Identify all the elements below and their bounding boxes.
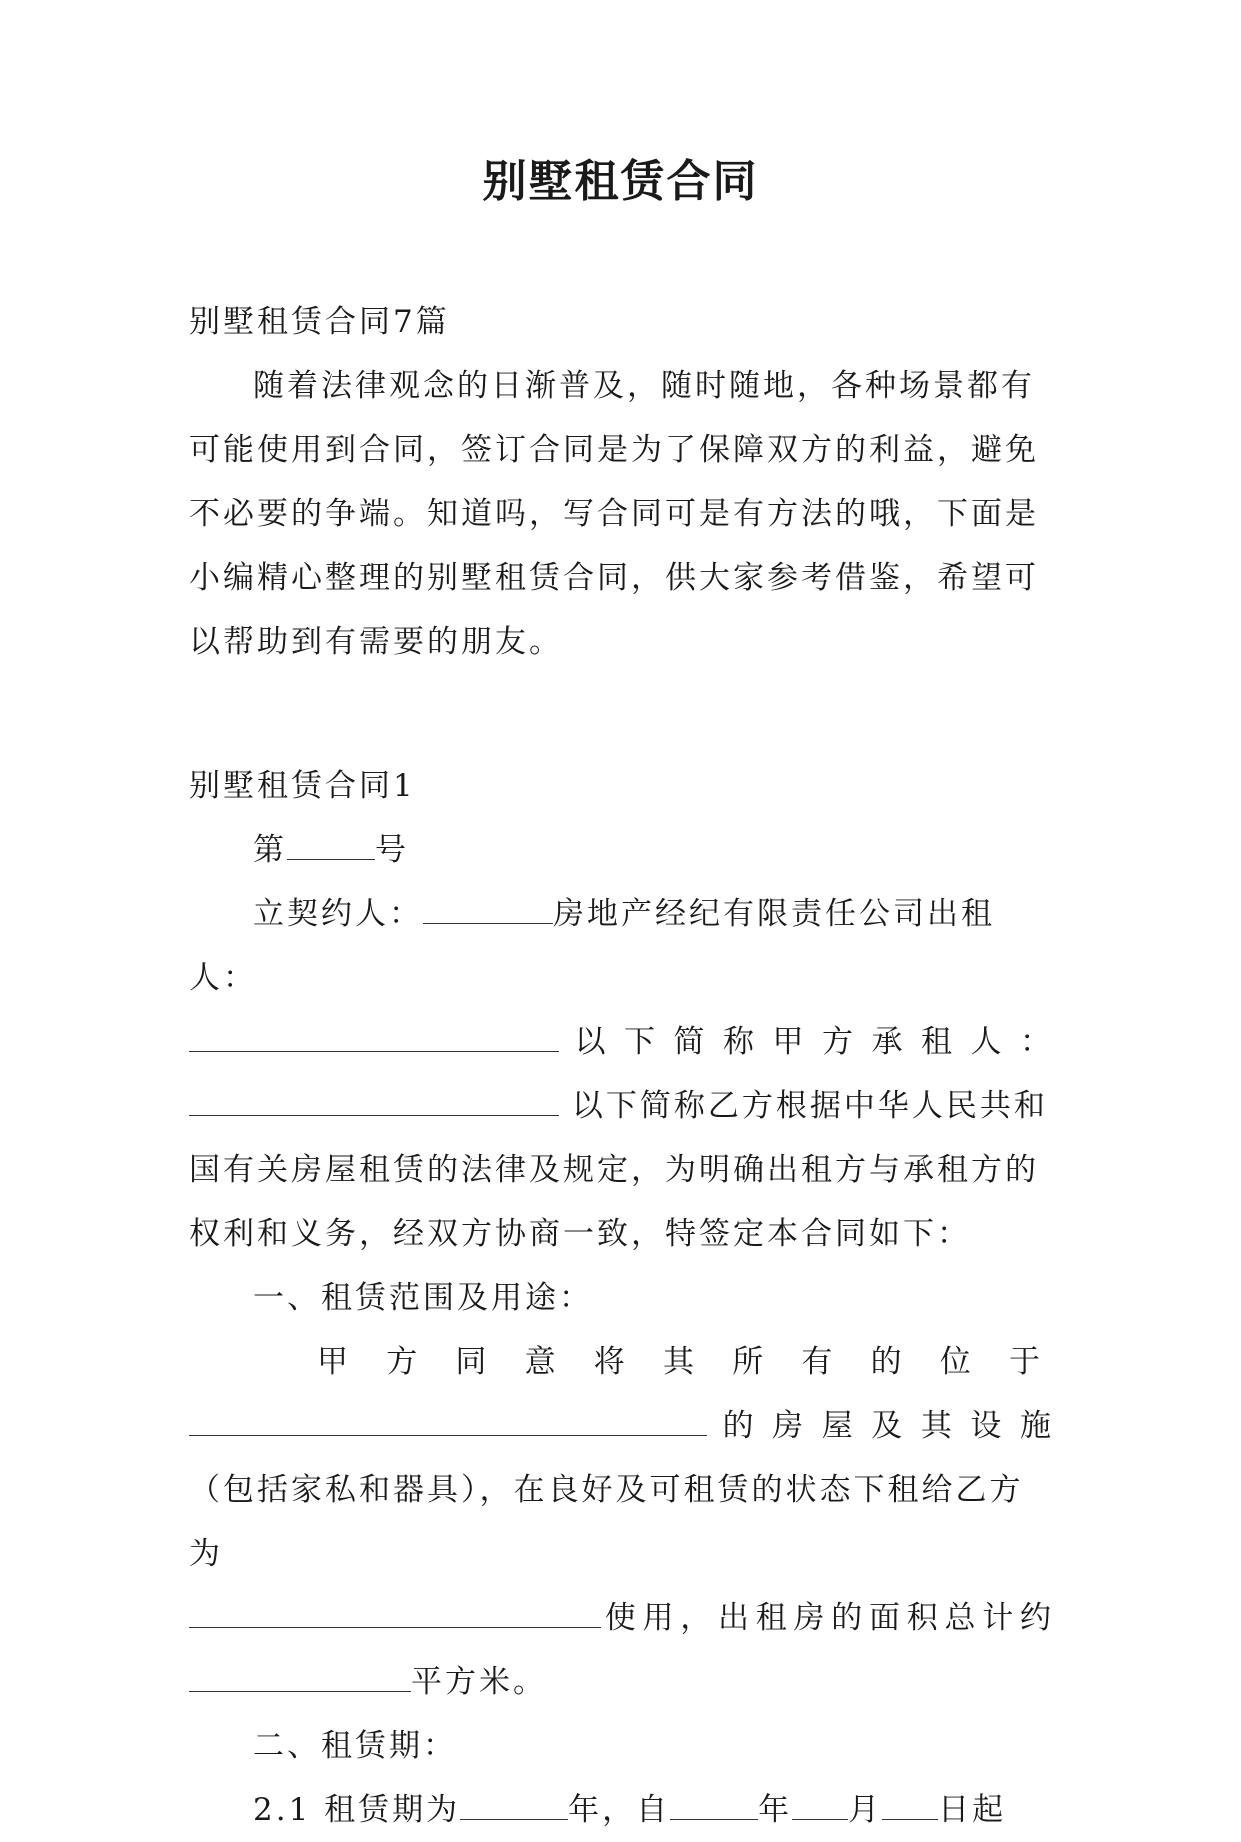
clause2-heading: 二、租赁期：	[253, 1728, 457, 1764]
clause1-text-5: 平方米。	[411, 1664, 547, 1700]
clause1-line-4	[189, 1586, 1054, 1650]
clause1-text-2: 的房屋及其设施	[707, 1408, 1054, 1444]
intro-paragraph: 随着法律观念的日渐普及，随时随地，各种场景都有可能使用到合同，签订合同是为了保障双方的利益，避免不必要的争端。知道吗，写合同可是有方法的哦，下面是小编精心整理的别墅租赁合同，供大家参考借鉴，希望可以帮助到有需要的朋友。	[189, 368, 1039, 660]
clause1-line-1: 甲方同意将其所有的位于	[317, 1344, 1054, 1380]
parties-line-2	[189, 1010, 1054, 1074]
start-year-blank	[670, 1793, 758, 1820]
clause2-prefix: 2.1 租赁期为	[253, 1792, 461, 1828]
start-month-blank	[792, 1793, 848, 1820]
term-years-blank	[460, 1793, 568, 1820]
clause2-line-1	[189, 1778, 1054, 1842]
clause1-line-2	[189, 1394, 1054, 1458]
company-text: 房地产经纪有限责任公司出租人：	[189, 896, 995, 996]
number-suffix: 号	[375, 832, 409, 868]
parties-label: 立契约人：	[253, 896, 423, 932]
contract-number-line	[189, 818, 1054, 882]
document-title: 别墅租赁合同	[482, 156, 759, 207]
subtitle: 别墅租赁合同7篇	[189, 304, 450, 340]
address-blank	[189, 1409, 707, 1436]
parties-line-1	[189, 882, 1054, 1010]
area-blank	[189, 1665, 411, 1692]
document-body	[189, 290, 1054, 1842]
section-heading: 别墅租赁合同1	[189, 768, 416, 804]
clause2-year-label: 年，自	[568, 1792, 671, 1828]
clause2-day: 日起	[938, 1792, 1007, 1828]
company-blank	[423, 897, 553, 924]
clause2-month: 月	[848, 1792, 883, 1828]
clause2-year2: 年	[758, 1792, 793, 1828]
lessee-text: 以下简称乙方根据中华人民共和国有关房屋租赁的法律及规定，为明确出租方与承租方的权利和义务，经双方协商一致，特签定本合同如下：	[189, 1088, 1048, 1252]
lessor-blank	[189, 1025, 559, 1052]
number-prefix: 第	[253, 832, 287, 868]
clause1-heading: 一、租赁范围及用途：	[253, 1280, 593, 1316]
number-blank	[287, 833, 375, 860]
clause1-line-5	[189, 1650, 1054, 1714]
usage-blank	[189, 1601, 601, 1628]
lessee-blank	[189, 1089, 559, 1116]
clause1-line-3: （包括家私和器具），在良好及可租赁的状态下租给乙方为	[189, 1472, 1024, 1572]
section-spacer	[189, 674, 1054, 754]
parties-line-3	[189, 1074, 1054, 1266]
lessor-text: 以下简称甲方承租人：	[559, 1024, 1054, 1060]
start-day-blank	[882, 1793, 938, 1820]
clause1-text-4: 使用，出租房的面积总计约	[601, 1600, 1054, 1636]
